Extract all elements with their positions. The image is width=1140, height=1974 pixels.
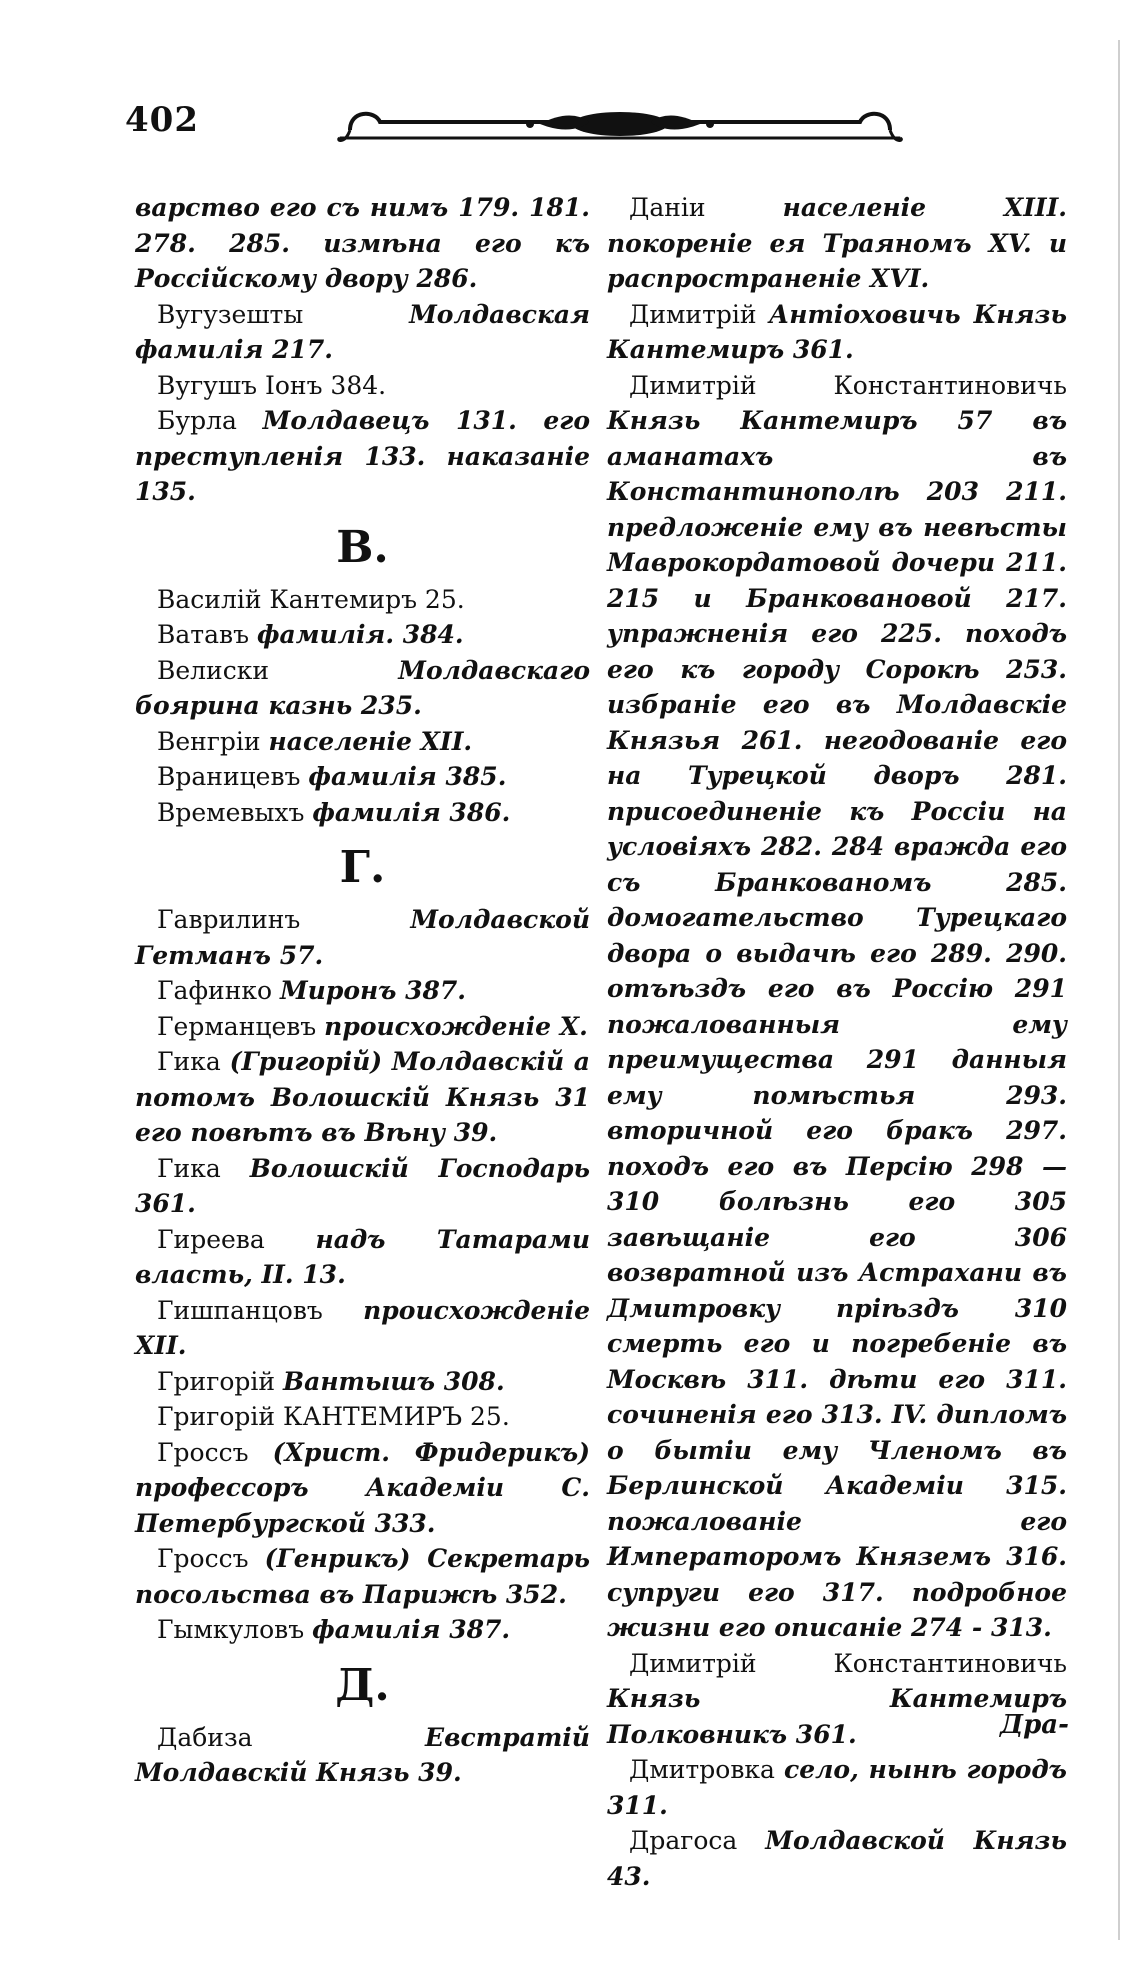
section-letter-d: Д. [335, 1659, 390, 1711]
index-entry: Венгріи населеніе XII. [157, 726, 473, 756]
index-entry: Гроссъ (Генрикъ) Секретарь посольства въ Парижѣ 352. [135, 1544, 590, 1609]
index-entry: Вугузешты Молдавская фамилія 217. [135, 299, 590, 364]
index-entry: Гишпанцовъ происхожденіе XII. [135, 1295, 590, 1360]
section-letter-g: Г. [339, 842, 386, 893]
index-entry: Димитрій Константиновичь Князь Кантемиръ Полковникъ 361. [607, 1648, 1067, 1749]
index-entry: Велиски Молдавскаго боярина казнь 235. [135, 655, 590, 720]
index-entry: Вугушъ Іонъ 384. [157, 370, 387, 400]
index-entry: Дабиза Евстратій Молдавскій Князь 39. [135, 1722, 590, 1787]
index-entry: Даніи населеніе XIII. покореніе ея Траяномъ XV. и распространеніе XVI. [607, 193, 1067, 293]
index-entry: Гика Волошскій Господарь 361. [135, 1153, 591, 1218]
index-entry: Григорій Вантышъ 308. [157, 1366, 505, 1396]
index-entry: Гика (Григорій) Молдавскій а потомъ Волошскій Князь 31 его повѣтъ въ Вѣну 39. [135, 1047, 590, 1147]
section-letter-v: В. [336, 521, 389, 573]
index-entry: Гаврилинъ Молдавской Гетманъ 57. [135, 905, 590, 970]
index-entry: Гымкуловъ фамилія 387. [157, 1615, 511, 1644]
left-column [135, 190, 590, 1791]
header-ornament-icon [330, 100, 910, 150]
index-entry: Драгоса Молдавской Князь 43. [607, 1826, 1067, 1891]
index-entry: Гафинко Миронъ 387. [157, 976, 466, 1005]
index-entry: Времевыхъ фамилія 386. [157, 797, 511, 827]
index-entry: Бурла Молдавецъ 131. его преступленія 133. наказаніе 135. [135, 406, 591, 506]
index-entry: Димитрій Антіоховичь Князь Кантемиръ 361. [607, 299, 1067, 364]
index-entry: Василій Кантемиръ 25. [157, 584, 465, 614]
index-entry: Гроссъ (Христ. Фридерикъ) профессоръ Академіи С. Петербургской 333. [135, 1437, 590, 1538]
page-number: 402 [125, 100, 199, 140]
index-entry: варство его съ нимъ 179. 181. 278. 285. измѣна его къ Россійскому двору 286. [135, 193, 590, 293]
index-entry: Германцевъ происхожденіе X. [157, 1011, 588, 1041]
page-edge-shadow [1118, 40, 1120, 1940]
index-entry: Ватавъ фамилія. 384. [157, 620, 464, 649]
index-entry: Гиреева надъ Татарами власть, II. 13. [135, 1224, 591, 1289]
page-header [125, 100, 905, 150]
index-entry: Григорій КАНТЕМИРЪ 25. [157, 1402, 510, 1431]
index-entry: Дмитровка село, нынѣ городъ 311. [607, 1755, 1067, 1820]
index-entry: Враницевъ фамилія 385. [157, 762, 507, 791]
catchword: Дра- [1000, 1710, 1069, 1740]
index-entry: Димитрій Константиновичь Князь Кантемиръ 57 въ аманатахъ въ Константинополѣ 203 211. предложеніе ему въ невѣсты Маврокордатовой дочери 211. 215 и Бранковановой 217. упражненія его 225. походъ его къ городу Сорокѣ 253. избраніе его въ Молдавскіе Князья 261. негодованіе его на Турецкой дворъ 281. присоединеніе къ Россіи на условіяхъ 282. 284 вражда его съ Бранкованомъ 285. домогательство Турецкаго двора о выдачѣ его 289. 290. отъѣздъ его въ Россію 291 пожалованныя ему преимущества 291 данныя ему помѣстья 293. вторичной его бракъ 297. походъ его въ Персію 298 — 310 болѣзнь его 305 завѣщаніе его 306 возвратной изъ Астрахани въ Дмитровку пріѣздъ 310 смерть его и погребеніе въ Москвѣ 311. дѣти его 311. сочиненія его 313. IV. дипломъ о бытіи ему Членомъ въ Берлинской Академіи 315. пожалованіе его Императоромъ Княземъ 316. супруги его 317. подробное жизни его описаніе 274 - 313. [607, 370, 1067, 1642]
right-column [607, 190, 1067, 1894]
